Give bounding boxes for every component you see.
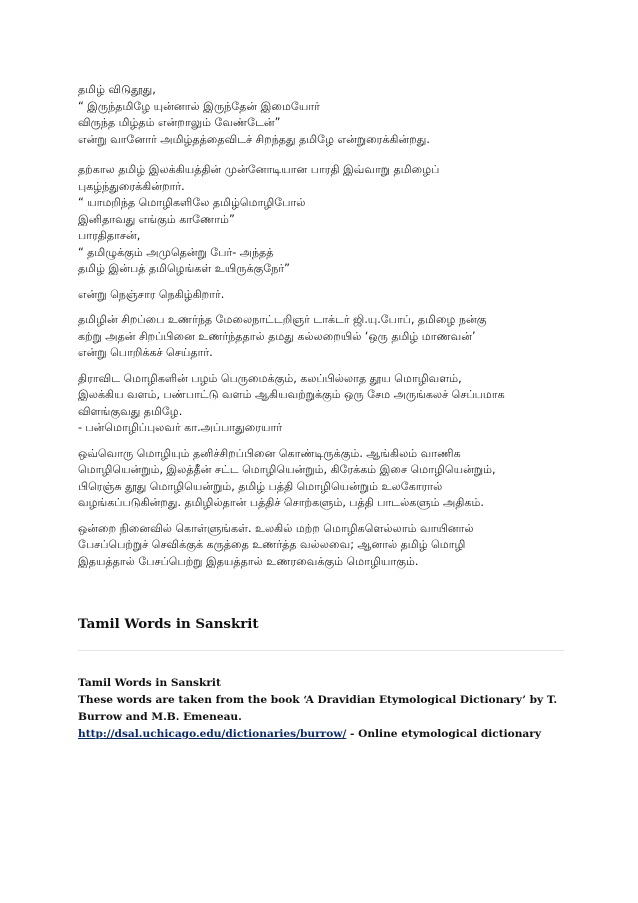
- text-line: பிரெஞ்சு தூது மொழியென்றும், தமிழ் பத்தி மொழியென்றும் உலகோரால்: [78, 479, 443, 493]
- link-line: [78, 726, 568, 743]
- text-line: என்று வானோர் அமிழ்தத்தைவிடச் சிறந்தது தமிழே என்றுரைக்கின்றது.: [78, 132, 430, 146]
- text-line: இனிதாவது எங்கும் காணோம்”: [78, 212, 235, 226]
- paragraph-heart: [78, 521, 568, 571]
- text-line: விருந்த மிழ்தம் என்றாலும் வேண்டேன்”: [78, 116, 281, 129]
- text-line: தமிழின் சிறப்பை உணர்ந்த மேலைநாட்டறிஞர் டாக்டர் ஜி.யு.போப், தமிழை நன்கு: [78, 313, 487, 326]
- text-line: ஒன்றை நினைவில் கொள்ளுங்கள். உலகில் மற்ற மொழிகளெல்லாம் வாயினால்: [78, 521, 474, 535]
- text-line: தமிழ் இன்பத் தமிழெங்கள் உயிருக்குநேர்”: [78, 262, 290, 275]
- paragraph-dravida: [78, 371, 568, 437]
- text-line: இலக்கிய வளம், பண்பாட்டு வளம் ஆகியவற்றுக்கும் ஒரு சேம அருங்கலச் செப்பமாக: [78, 388, 505, 401]
- section-subheading: Tamil Words in Sanskrit: [78, 677, 221, 689]
- text-line: புகழ்ந்துரைக்கின்றார்.: [78, 179, 185, 193]
- text-line: - பன்மொழிப்புலவர் கா.அப்பாதுரையார்: [78, 421, 283, 434]
- text-line: பேசப்பெற்றுச் செவிக்குக் கருத்தை உணர்த்த வல்லவை; ஆனால் தமிழ் மொழி: [78, 538, 466, 551]
- link-description: - Online etymological dictionary: [346, 728, 541, 740]
- section-heading: Tamil Words in Sanskrit: [78, 616, 259, 632]
- text-line: திராவிட மொழிகளின் பழம் பெருமைக்கும், கலப்பில்லாத தூய மொழிவளம்,: [78, 371, 462, 385]
- text-line: “ யாமறிந்த மொழிகளிலே தமிழ்மொழிபோல்: [78, 196, 306, 209]
- source-line: These words are taken from the book ‘A Dravidian Etymological Dictionary’ by T.: [78, 694, 558, 706]
- text-line: என்று பொறிக்கச் செய்தார்.: [78, 346, 213, 359]
- text-line: தற்கால தமிழ் இலக்கியத்தின் முன்னோடியான பாரதி இவ்வாறு தமிழைப்: [78, 163, 440, 176]
- paragraph-nenjara: [78, 287, 568, 304]
- dictionary-link[interactable]: http://dsal.uchicago.edu/dictionaries/burrow/: [78, 728, 347, 740]
- text-line: ஒவ்வொரு மொழியும் தனிச்சிறப்பினை கொண்டிருக்கும். ஆங்கிலம் வாணிக: [78, 446, 461, 460]
- paragraph-bharathi: [78, 162, 568, 278]
- section-divider: [78, 650, 564, 651]
- paragraph-gu-pope: [78, 312, 568, 362]
- paragraph-languages: [78, 446, 568, 512]
- text-line: விளங்குவது தமிழே.: [78, 404, 183, 418]
- text-line: கற்று அதன் சிறப்பினை உணர்ந்ததால் தமது கல்லறையில் ‘ஒரு தமிழ் மாணவன்’: [78, 329, 476, 343]
- text-line: தமிழ் விடுதூது,: [78, 83, 156, 96]
- text-line: “ தமிழுக்கும் அமுதென்று பேர்- அந்தத்: [78, 245, 274, 259]
- text-line: மொழியென்றும், இலத்தீன் சட்ட மொழியென்றும், கிரேக்கம் இசை மொழியென்றும்,: [78, 463, 496, 476]
- paragraph-tamil-vidu-thoothu: [78, 82, 568, 148]
- document-page: [78, 82, 568, 743]
- text-line: பாரதிதாசன்,: [78, 229, 141, 242]
- text-line: வழங்கப்படுகின்றது. தமிழில்தான் பத்திச் சொற்களும், பத்தி பாடல்களும் அதிகம்.: [78, 496, 484, 509]
- text-line: இதயத்தால் பேசப்பெற்று இதயத்தால் உணரவைக்கும் மொழியாகும்.: [78, 554, 419, 568]
- text-line: என்று நெஞ்சார நெகிழ்கிறார்.: [78, 287, 225, 301]
- source-line: Burrow and M.B. Emeneau.: [78, 711, 242, 723]
- section-body: [78, 675, 568, 743]
- text-line: “ இருந்தமிழே யுன்னால் இருந்தேன் இமையோர்: [78, 99, 320, 113]
